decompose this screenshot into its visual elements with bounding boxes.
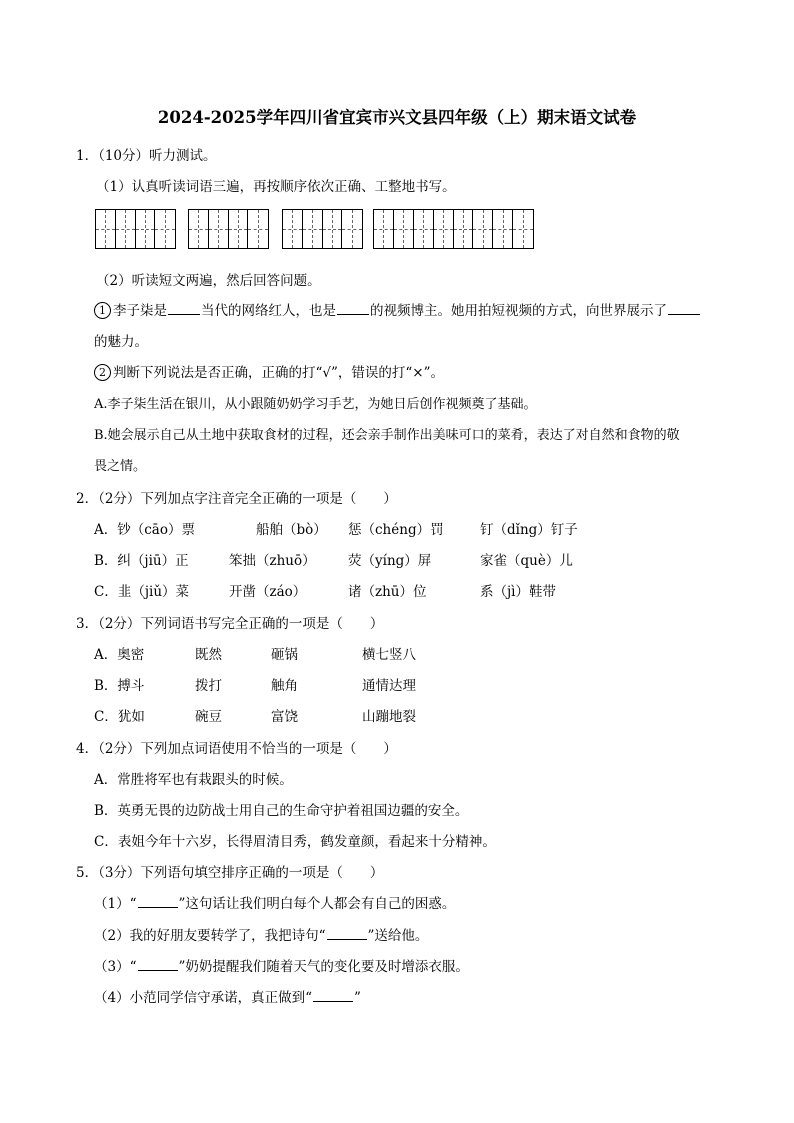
grid-cell[interactable] [454,210,474,248]
sentence-4 [94,986,361,1006]
grid-cell[interactable] [155,210,175,248]
option-item: 惩（chéng）罚 [348,522,444,538]
option-item: A．奥密 [94,647,145,663]
option-item: 富饶 [271,709,298,725]
option-c[interactable]: C．表姐今年十六岁，长得眉清目秀，鹤发童颜，看起来十分精神。 [94,834,496,850]
option-item: C．韭（jiǔ）菜 [94,584,190,600]
question-1-head: 1．（10分）听力测试。 [76,148,217,164]
option-item: 钉（dǐng）钉子 [480,522,578,538]
sentence-text: 当代的网络红人，也是 [201,303,336,319]
grid-cell[interactable] [323,210,343,248]
judgement-statement-b-end: 畏之情。 [94,459,147,474]
instruction-text: 判断下列说法是否正确，正确的打“√”，错误的打“×”。 [113,365,445,381]
question-2-head: 2．（2分）下列加点字注音完全正确的一项是（ ） [76,491,397,507]
sentence-2 [94,924,428,944]
grid-cell[interactable] [374,210,394,248]
option-b[interactable]: B．英勇无畏的边防战士用自己的生命守护着祖国边疆的安全。 [94,803,469,819]
fill-in-sentence-1 [94,299,701,319]
grid-cell[interactable] [96,210,116,248]
sentence-text: ”送给他。 [367,928,429,944]
option-item: 船舶（bò） [256,522,327,538]
answer-blank[interactable] [138,957,178,972]
option-item: 拨打 [195,678,222,694]
option-a[interactable]: A．常胜将军也有栽跟头的时候。 [94,772,293,788]
option-item: 笨拙（zhuō） [229,553,316,569]
sentence-text: （4）小范同学信守承诺，真正做到“ [94,990,312,1006]
grid-cell[interactable] [394,210,414,248]
option-item: 触角 [271,678,298,694]
grid-cell[interactable] [189,210,209,248]
option-item: 碗豆 [195,709,222,725]
grid-cell[interactable] [283,210,303,248]
answer-blank[interactable] [668,301,700,316]
grid-cell[interactable] [116,210,136,248]
question-1-part-2: （2）听读短文两遍，然后回答问题。 [96,273,321,289]
sentence-text: ” [354,990,361,1006]
sentence-text: 的视频博主。她用拍短视频的方式，向世界展示了 [370,303,667,319]
option-item: 山蹦地裂 [362,709,416,725]
sentence-text: ”这句话让我们明白每个人都会有自己的困惑。 [178,896,456,912]
question-4-head: 4．（2分）下列加点词语使用不恰当的一项是（ ） [76,741,397,757]
sentence-1 [94,892,455,912]
sentence-text: （3）“ [94,959,137,975]
sentence-text: （1）“ [94,896,137,912]
answer-blank[interactable] [337,301,369,316]
option-item: 荧（yíng）屏 [348,553,432,569]
option-item: 家雀（què）儿 [480,553,573,569]
answer-blank[interactable] [313,988,353,1003]
option-item: C．犹如 [94,709,145,725]
option-item: B．纠（jiū）正 [94,553,189,569]
answer-blank[interactable] [327,926,367,941]
grid-cell[interactable] [303,210,323,248]
question-5-head: 5．（3分）下列语句填空排序正确的一项是（ ） [76,865,384,881]
option-item: 诸（zhū）位 [348,584,427,600]
option-item: 既然 [195,647,222,663]
sentence-text: （2）我的好朋友要转学了，我把诗句“ [94,928,326,944]
grid-group-1[interactable] [95,209,176,249]
grid-cell[interactable] [513,210,533,248]
grid-cell[interactable] [209,210,229,248]
option-item: B．搏斗 [94,678,145,694]
grid-cell[interactable] [136,210,156,248]
sentence-text: 李子柒是 [113,303,167,319]
grid-cell[interactable] [414,210,434,248]
grid-group-2[interactable] [188,209,269,249]
grid-group-3[interactable] [282,209,363,249]
grid-cell[interactable] [434,210,454,248]
option-item: 开凿（záo） [229,584,307,600]
option-item: A．钞（cāo）票 [94,522,195,538]
grid-cell[interactable] [229,210,249,248]
circled-number: 2 [94,364,111,381]
option-item: 通情达理 [362,678,416,694]
judgement-statement-b: B.她会展示自己从土地中获取食材的过程，还会亲手制作出美味可口的菜肴，表达了对自然和食物的敬 [94,428,680,443]
answer-blank[interactable] [168,301,200,316]
grid-cell[interactable] [248,210,268,248]
question-3-head: 3．（2分）下列词语书写完全正确的一项是（ ） [76,616,384,632]
judgement-statement-a: A.李子柒生活在银川，从小跟随奶奶学习手艺，为她日后创作视频奠了基础。 [94,397,537,412]
answer-blank[interactable] [138,894,178,909]
grid-cell[interactable] [473,210,493,248]
fill-in-sentence-1-end: 的魅力。 [94,334,148,350]
grid-group-4[interactable] [373,209,534,249]
option-item: 砸锅 [271,647,298,663]
page-title: 2024-2025学年四川省宜宾市兴文县四年级（上）期末语文试卷 [157,108,637,127]
option-item: 横七竖八 [362,647,416,663]
sentence-3 [94,955,469,975]
circled-number: 1 [94,302,111,319]
option-item: 系（jì）鞋带 [480,584,557,600]
grid-cell[interactable] [342,210,362,248]
question-1-part-1: （1）认真听读词语三遍，再按顺序依次正确、工整地书写。 [96,179,456,195]
judgement-instruction [94,361,444,381]
grid-cell[interactable] [493,210,513,248]
sentence-text: ”奶奶提醒我们随着天气的变化要及时增添衣服。 [178,959,469,975]
